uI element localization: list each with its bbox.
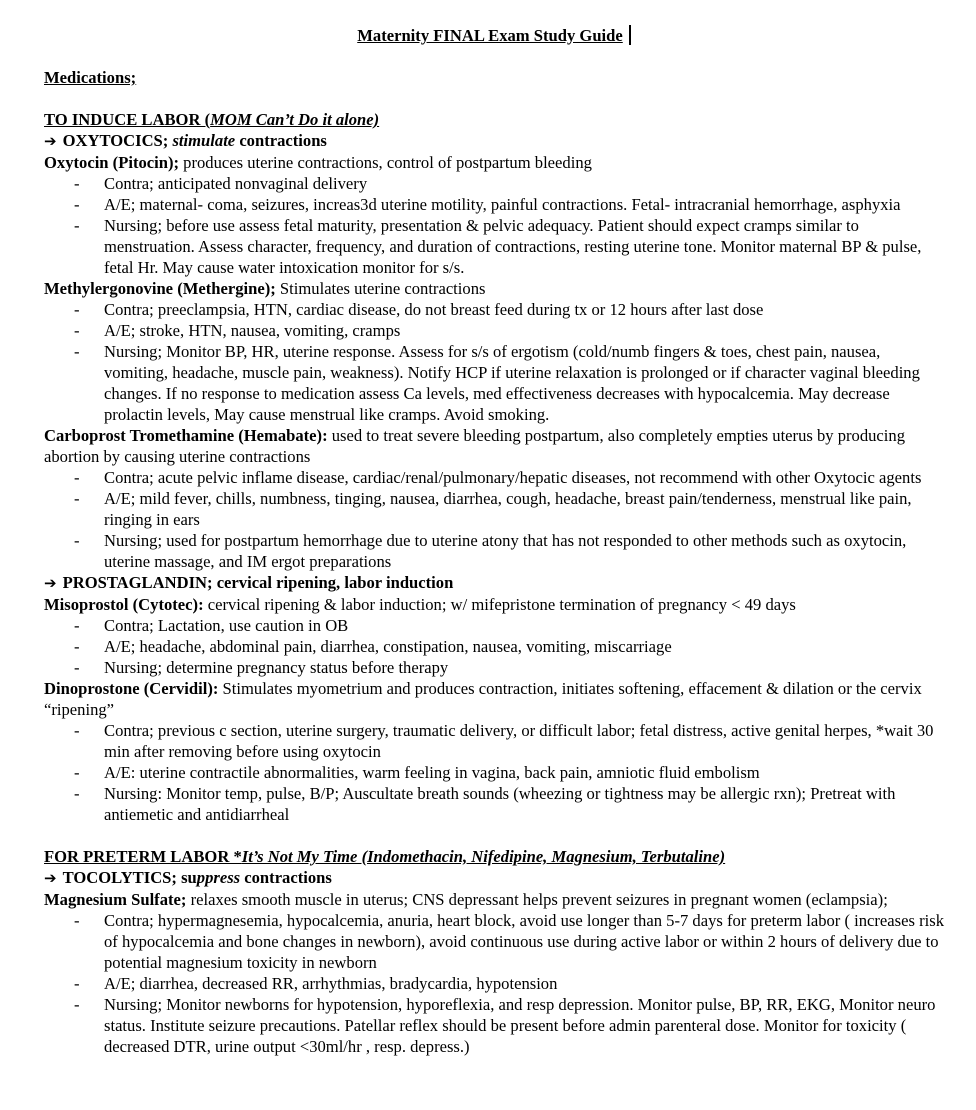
list-item: - Contra; acute pelvic inflame disease, cardiac/renal/pulmonary/hepatic diseases, not recommend with other Oxytocic agents: [74, 468, 922, 487]
list-item: - A/E; maternal- coma, seizures, increas3d uterine motility, painful contractions. Fetal- intracranial hemorrhage, asphyxia: [74, 195, 901, 214]
list-item: - Contra; hypermagnesemia, hypocalcemia, anuria, heart block, avoid use longer than 5-7 days for preterm labor ( increases risk of hypocalcemia and bone changes in newborn), avoid continuous use during active labor or within 2 hours of delivery due to potential magnesium toxicity in newborn: [74, 911, 944, 972]
drug-name: Misoprostol (Cytotec):: [44, 595, 204, 614]
list-item: - Nursing: Monitor temp, pulse, B/P; Auscultate breath sounds (wheezing or tightness may be allergic rxn); Pretreat with antiemetic and antidiarrheal: [74, 784, 896, 824]
drug-description: Stimulates uterine contractions: [275, 279, 486, 298]
page-title: Maternity FINAL Exam Study Guide: [44, 25, 944, 46]
arrow-right-icon: ➔: [44, 132, 57, 150]
list-item: - Nursing; Monitor BP, HR, uterine response. Assess for s/s of ergotism (cold/numb fingers & toes, chest pain, nausea, vomiting, headache, muscle pain, weakness). Notify HCP if uterine relaxation is prolonged or if character vaginal bleeding changes. If no response to medication assess Ca levels, med effectiveness decreases with hypocalcemia. May decrease prolactin levels, May cause menstrual like cramps. Avoid smoking.: [74, 342, 920, 424]
list-item: - Contra; preeclampsia, HTN, cardiac disease, do not breast feed during tx or 12 hours after last dose: [74, 300, 764, 319]
document-body: [44, 25, 944, 1057]
drug-description: cervical ripening & labor induction; w/ mifepristone termination of pregnancy < 49 days: [203, 595, 796, 614]
drug-name: Methylergonovine (Methergine);: [44, 279, 276, 298]
list-item: - A/E; mild fever, chills, numbness, tinging, nausea, diarrhea, cough, headache, breast pain/tenderness, menstrual like pain, ringing in ears: [74, 489, 912, 529]
list-item: - Contra; anticipated nonvaginal delivery: [74, 174, 368, 193]
drug-name: Oxytocin (Pitocin);: [44, 153, 180, 172]
text-cursor: [629, 25, 631, 45]
tocolytics-heading: ➔ TOCOLYTICS; suppress contractions: [44, 868, 332, 887]
drug-description: relaxes smooth muscle in uterus; CNS depressant helps prevent seizures in pregnant women (eclampsia);: [186, 890, 888, 909]
induce-labor-heading: TO INDUCE LABOR (MOM Can’t Do it alone): [44, 110, 380, 129]
list-item: - Nursing; before use assess fetal maturity, presentation & pelvic adequacy. Patient should expect cramps similar to menstruation. Assess character, frequency, and duration of contractions, resting uterine tone. Monitor maternal BP & pulse, fetal Hr. May cause water intoxication monitor for s/s.: [74, 216, 922, 277]
list-item: - A/E; headache, abdominal pain, diarrhea, constipation, nausea, vomiting, miscarriage: [74, 637, 672, 656]
list-item: - A/E: uterine contractile abnormalities, warm feeling in vagina, back pain, amniotic fluid embolism: [74, 763, 760, 782]
list-item: - A/E; stroke, HTN, nausea, vomiting, cramps: [74, 321, 401, 340]
drug-entry: [44, 678, 944, 720]
drug-name: Carboprost Tromethamine (Hemabate):: [44, 426, 328, 445]
drug-entry: [44, 889, 944, 910]
oxytocics-heading: ➔ OXYTOCICS; stimulate contractions: [44, 131, 327, 150]
drug-description: Stimulates myometrium and produces contraction, initiates softening, effacement & dilation or the cervix “ripening”: [44, 679, 922, 719]
list-item: - Nursing; Monitor newborns for hypotension, hyporeflexia, and resp depression. Monitor pulse, BP, RR, EKG, Monitor neuro status. Institute seizure precautions. Patellar reflex should be present before admin parenteral dose. Monitor for toxicity ( decreased DTR, urine output <30ml/hr , resp. depress.): [74, 995, 936, 1056]
drug-bullet-list: [44, 910, 944, 1057]
preterm-labor-heading: FOR PRETERM LABOR *It’s Not My Time (Indomethacin, Nifedipine, Magnesium, Terbutaline): [44, 847, 726, 866]
list-item: - A/E; diarrhea, decreased RR, arrhythmias, bradycardia, hypotension: [74, 974, 558, 993]
list-item: - Nursing; used for postpartum hemorrhage due to uterine atony that has not responded to other methods such as oxytocin, uterine massage, and IM ergot preparations: [74, 531, 907, 571]
drug-bullet-list: [44, 615, 944, 678]
drug-description: used to treat severe bleeding postpartum, also completely empties uterus by producing abortion by causing uterine contractions: [44, 426, 905, 466]
drug-bullet-list: [44, 299, 944, 425]
drug-description: produces uterine contractions, control of postpartum bleeding: [179, 153, 592, 172]
drug-name: Magnesium Sulfate;: [44, 890, 187, 909]
list-item: - Nursing; determine pregnancy status before therapy: [74, 658, 449, 677]
drug-bullet-list: [44, 173, 944, 278]
prostaglandin-heading: ➔ PROSTAGLANDIN; cervical ripening, labor induction: [44, 573, 454, 592]
drug-bullet-list: [44, 467, 944, 572]
drug-entry: [44, 425, 944, 467]
list-item: - Contra; previous c section, uterine surgery, traumatic delivery, or difficult labor; fetal distress, active genital herpes, *wait 30 min after removing before using oxytocin: [74, 721, 934, 761]
arrow-right-icon: ➔: [44, 574, 57, 592]
drug-bullet-list: [44, 720, 944, 825]
arrow-right-icon: ➔: [44, 869, 57, 887]
drug-name: Dinoprostone (Cervidil):: [44, 679, 219, 698]
list-item: - Contra; Lactation, use caution in OB: [74, 616, 349, 635]
drug-entry: [44, 278, 944, 299]
medications-heading: Medications;: [44, 68, 137, 87]
drug-entry: [44, 152, 944, 173]
drug-entry: [44, 594, 944, 615]
